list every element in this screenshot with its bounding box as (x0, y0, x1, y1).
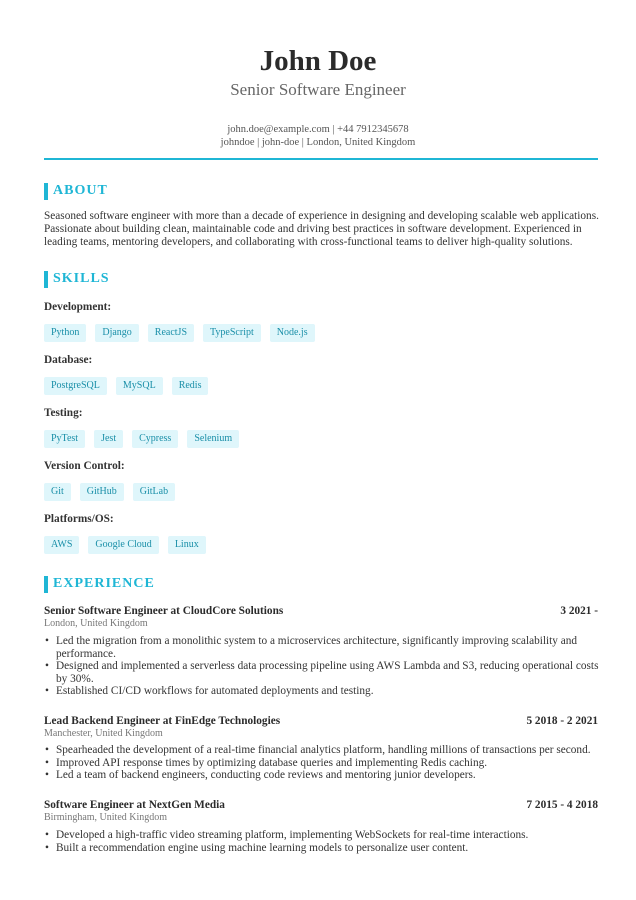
job-bullets (44, 744, 600, 782)
section-accent-bar (44, 576, 48, 593)
about-line: leading teams, mentoring developers, and collaborating with cross-functional teams to deliver high-quality solutions. (44, 236, 573, 249)
bullet-line: Developed a high-traffic video streaming platform, implementing WebSockets for real-time interactions. (56, 829, 529, 841)
contact-line-profiles-location: johndoe | john-doe | London, United Kingdom (220, 137, 416, 148)
experience-heading-text: EXPERIENCE (53, 576, 155, 591)
skill-chip: TypeScript (203, 324, 261, 342)
job-bullet (44, 842, 600, 855)
header-divider (44, 158, 598, 160)
skill-chip: Linux (168, 536, 206, 554)
job-bullets (44, 829, 600, 854)
experience-heading (44, 575, 155, 593)
skill-chip: Node.js (270, 324, 315, 342)
skill-group-label: Development: (44, 301, 112, 313)
bullet-line: performance. (56, 647, 116, 660)
skill-chip: Jest (94, 430, 123, 448)
skill-chip: Python (44, 324, 86, 342)
skill-group-label: Platforms/OS: (44, 513, 114, 525)
skill-chips-development (44, 324, 324, 342)
job-location: Birmingham, United Kingdom (44, 812, 168, 823)
candidate-title: Senior Software Engineer (230, 80, 406, 99)
skill-chip: Redis (172, 377, 209, 395)
bullet-line: Designed and implemented a serverless data processing pipeline using AWS Lambda and S3, reducing operational costs (56, 660, 599, 673)
section-accent-bar (44, 271, 48, 288)
bullet-line: Established CI/CD workflows for automated deployments and testing. (56, 685, 374, 698)
job-bullet (44, 829, 600, 842)
skill-chip: AWS (44, 536, 79, 554)
job-location: London, United Kingdom (44, 618, 148, 629)
job-title: Software Engineer at NextGen Media (44, 799, 225, 811)
skill-chip: GitLab (133, 483, 175, 501)
job-bullet (44, 685, 600, 698)
skill-chips-platforms (44, 536, 215, 554)
about-line: Passionate about building clean, maintainable code and driving best practices in software development. Experienced in (44, 223, 582, 236)
job-bullet (44, 744, 600, 757)
about-heading (44, 182, 108, 200)
job-bullets (44, 635, 600, 698)
job-bullet (44, 660, 600, 685)
skill-chip: PostgreSQL (44, 377, 107, 395)
bullet-line: Built a recommendation engine using machine learning models to personalize user content. (56, 841, 469, 854)
bullet-line: Led the migration from a monolithic system to a microservices architecture, significantly improving scalability and (56, 635, 578, 647)
job-location: Manchester, United Kingdom (44, 728, 163, 739)
skill-chips-testing (44, 430, 248, 448)
skill-group-label: Version Control: (44, 460, 125, 472)
contact-line-email-phone: john.doe@example.com | +44 7912345678 (227, 124, 409, 135)
skill-chips-database (44, 377, 217, 395)
skills-heading-text: SKILLS (53, 271, 110, 286)
skill-chip: Git (44, 483, 71, 501)
job-dates: 7 2015 - 4 2018 (526, 799, 598, 811)
skill-chip: PyTest (44, 430, 85, 448)
bullet-line: Spearheaded the development of a real-time financial analytics platform, handling millions of transactions per second. (56, 744, 591, 756)
skill-chips-version-control (44, 483, 184, 501)
bullet-line: by 30%. (56, 672, 94, 685)
skill-group-label: Database: (44, 354, 93, 366)
skill-chip: Cypress (132, 430, 178, 448)
job-bullet (44, 757, 600, 770)
skill-chip: Google Cloud (88, 536, 158, 554)
about-heading-text: ABOUT (53, 183, 108, 198)
job-bullet (44, 635, 600, 660)
job-title: Lead Backend Engineer at FinEdge Technologies (44, 715, 281, 727)
skill-chip: Selenium (187, 430, 239, 448)
skill-chip: Django (95, 324, 138, 342)
skills-heading (44, 270, 110, 288)
skill-chip: MySQL (116, 377, 163, 395)
section-accent-bar (44, 183, 48, 200)
bullet-line: Led a team of backend engineers, conducting code reviews and mentoring junior developers. (56, 769, 476, 782)
job-bullet (44, 769, 600, 782)
job-title: Senior Software Engineer at CloudCore Solutions (44, 605, 284, 617)
skill-chip: GitHub (80, 483, 124, 501)
about-text (44, 210, 600, 250)
job-dates: 3 2021 - (560, 605, 598, 617)
skill-group-label: Testing: (44, 407, 83, 419)
candidate-name: John Doe (259, 45, 377, 77)
about-line: Seasoned software engineer with more than a decade of experience in designing and developing scalable web applications. (44, 210, 599, 222)
bullet-line: Improved API response times by optimizing database queries and implementing Redis caching. (56, 756, 488, 769)
job-dates: 5 2018 - 2 2021 (526, 715, 598, 727)
skill-chip: ReactJS (148, 324, 194, 342)
